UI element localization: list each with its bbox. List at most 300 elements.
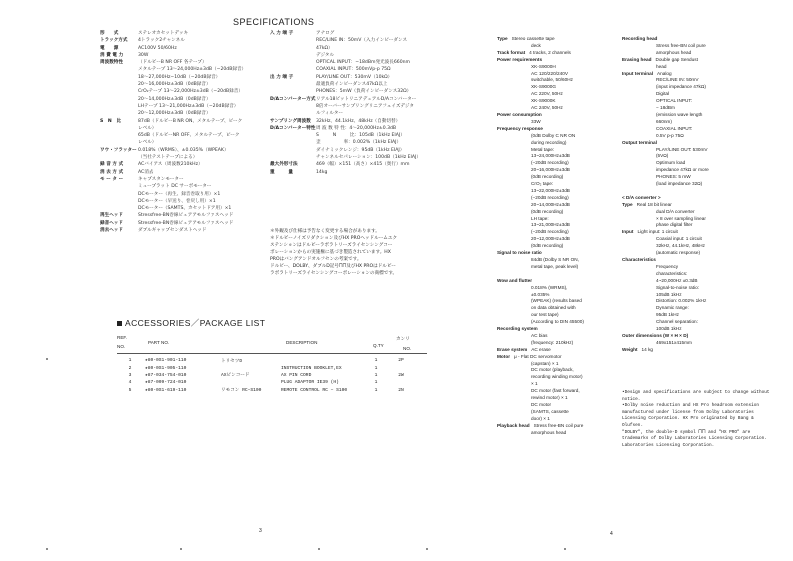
spec-key	[270, 139, 316, 146]
spec-row	[497, 347, 617, 354]
spec-key: Power consumption	[497, 111, 542, 117]
spec-value: ダイナミックレンジ：95dB（1kHz EIAJ）	[316, 147, 405, 153]
en-spec-col2	[622, 36, 772, 354]
spec-row	[497, 167, 617, 174]
spec-row	[100, 74, 250, 81]
spec-row	[497, 160, 617, 167]
spec-row	[100, 118, 250, 125]
spec-row	[497, 298, 617, 305]
spec-row	[100, 161, 250, 168]
spec-row	[497, 326, 617, 333]
spec-value: Coaxial input: 1 circuit	[656, 236, 702, 242]
cell-jp: AXピンコード	[221, 373, 250, 379]
spec-value: Light input: 1 circuit	[637, 229, 678, 235]
spec-key: Type	[497, 36, 508, 41]
spec-value: DC motor	[531, 402, 552, 408]
spec-key: ワウ・フラッター	[100, 147, 137, 153]
spec-key: モ ー タ ー	[100, 176, 124, 182]
spec-value: rewind motor) × 1	[531, 395, 568, 401]
spec-row	[100, 154, 250, 161]
spec-value: characteristics:	[656, 270, 688, 276]
spec-row	[622, 71, 772, 78]
spec-row	[497, 305, 617, 312]
spec-key: トラック方式	[100, 38, 128, 44]
spec-row	[497, 264, 617, 271]
cell-ref: 2	[128, 365, 132, 371]
spec-value: μ - Flat DC servomotor	[514, 353, 562, 359]
cell-part: ★80-0S1-905-110	[145, 365, 187, 371]
spec-row	[497, 181, 617, 188]
spec-row	[100, 52, 250, 59]
spec-key: Frequency response	[497, 125, 543, 131]
spec-row	[622, 126, 772, 133]
spec-row	[497, 112, 617, 119]
spec-key	[100, 66, 138, 73]
spec-key	[100, 88, 138, 95]
spec-row	[622, 264, 772, 271]
cell-jp	[219, 379, 279, 386]
cell-part: ★87-009-724-010	[145, 380, 187, 386]
spec-value: AC 240V, 50Hz	[531, 105, 563, 111]
spec-row	[622, 84, 772, 91]
spec-key: S N 比	[100, 118, 121, 124]
spec-key: Motor	[497, 353, 511, 359]
spec-row	[497, 105, 617, 112]
spec-row	[497, 312, 617, 319]
spec-row	[270, 59, 485, 66]
spec-row	[270, 37, 485, 44]
spec-row	[622, 340, 772, 347]
spec-key: Type	[622, 201, 633, 207]
spec-value: LH tape:	[531, 215, 549, 221]
spec-value: (SAMTS, cassette	[531, 408, 569, 414]
en-spec-col1	[497, 36, 617, 437]
spec-key: 重 量	[270, 169, 293, 175]
spec-row	[497, 126, 617, 133]
col-part-no: PART NO.	[148, 340, 170, 345]
spec-row	[100, 125, 250, 132]
spec-row	[497, 319, 617, 326]
spec-key	[270, 37, 316, 44]
spec-value: Frequency	[656, 263, 679, 269]
note-line: ＊外観及び仕様は予告なく変更する場合があります。	[270, 229, 380, 234]
spec-row	[100, 132, 250, 139]
spec-value: DCモーター（再生、録音巻取り用）×1	[138, 191, 221, 197]
col-kana: カンリ	[396, 336, 410, 341]
note-line: Olufsen.	[622, 422, 644, 428]
spec-value: 47kΩ）	[316, 45, 333, 51]
cell-part: ★80-0S1-901-110	[145, 358, 187, 364]
table-row	[117, 372, 413, 379]
spec-value: CrO₂テープ 13〜22,000Hz±3dB（−20dB録音）	[138, 89, 243, 95]
spec-value: 20~16,000Hz±3dB	[531, 167, 570, 173]
cell-desc: REMOTE CONTROL RC − S100	[281, 387, 348, 393]
spec-value: 65dB（ドルビーNR OFF、メタルテープ、ピーク	[138, 133, 240, 139]
table-row	[117, 357, 413, 364]
accessories-title-text: ACCESSORIES／PACKAGE LIST	[125, 318, 266, 328]
spec-value: (WPEAK) (results based	[531, 298, 582, 304]
note-line: Laboratories Licensing Corporation.	[622, 442, 715, 448]
note-line: notice.	[622, 396, 641, 402]
spec-key: Signal to noise ratio	[497, 250, 542, 256]
spec-value: OPTICAL INPUT:	[656, 98, 693, 104]
spec-key: 消 去 方 式	[100, 169, 124, 175]
spec-row	[270, 139, 485, 146]
spec-value: on data obtained with	[531, 305, 576, 311]
spec-key	[100, 132, 138, 139]
spec-row	[497, 98, 617, 105]
col-description: DESCRIPTION	[286, 340, 318, 345]
spec-row	[622, 91, 772, 98]
cell-part: ★80-0S1-619-110	[145, 387, 187, 393]
spec-row	[497, 64, 617, 71]
spec-value: 20〜14,000Hz±3dB（0dB録音）	[138, 96, 211, 102]
spec-row	[622, 50, 772, 57]
cell-code: 2P	[398, 358, 404, 364]
spec-value: metal tape, peak level)	[531, 263, 579, 269]
spec-row	[622, 188, 772, 195]
spec-row	[100, 45, 250, 52]
spec-row	[100, 66, 250, 73]
spec-value: 最適負荷インピーダンス47kΩ以上	[316, 82, 388, 88]
spec-row	[497, 243, 617, 250]
spec-key: Track format	[497, 49, 526, 55]
spec-key: D/Aコンバーター特性	[270, 125, 316, 131]
spec-value	[497, 271, 531, 278]
table-header-rule	[117, 353, 427, 354]
spec-key	[270, 147, 316, 154]
spec-row	[270, 66, 485, 73]
jp-notes	[270, 228, 490, 277]
spec-value: 0.018%（WRMS）、±0.035%（WPEAK）	[138, 147, 229, 153]
en-notes	[622, 390, 792, 449]
spec-key: Characteristics	[622, 256, 656, 262]
spec-row	[497, 257, 617, 264]
spec-row	[497, 388, 617, 395]
spec-row	[270, 110, 485, 117]
spec-row	[497, 195, 617, 202]
spec-row	[622, 257, 772, 264]
spec-row	[100, 59, 250, 66]
spec-row	[497, 402, 617, 409]
spec-row	[100, 30, 250, 37]
spec-row	[100, 191, 250, 198]
scan-speck	[46, 358, 48, 360]
spec-key	[270, 132, 316, 139]
spec-row	[622, 243, 772, 250]
spec-key: 再生ヘッド	[100, 213, 123, 219]
spec-value: キャプスタンモーター	[138, 176, 184, 182]
spec-key	[100, 183, 138, 190]
cell-qty: 1	[374, 372, 378, 378]
spec-row	[622, 347, 772, 354]
spec-value: head	[656, 63, 667, 69]
spec-row	[622, 216, 772, 223]
spec-row	[270, 81, 485, 88]
note-line: trademarks of Dolby Laboratories Licensing Corporation.	[622, 436, 767, 442]
cell-part: ★87-034-754-010	[145, 372, 187, 378]
spec-value: CrO₂ tape:	[531, 181, 554, 187]
spec-key	[270, 45, 316, 52]
spec-row	[622, 250, 772, 257]
spec-key: 出 力 端 子	[270, 74, 294, 80]
spec-value: Analog	[657, 70, 672, 76]
spec-key: Recording head	[622, 36, 658, 41]
spec-row	[497, 43, 617, 50]
spec-value: AC bias	[531, 332, 548, 338]
spec-value: 32kHz, 44.1kHz, 48kHz	[656, 243, 705, 249]
spec-row	[497, 292, 617, 299]
spec-row	[100, 139, 250, 146]
scan-speck	[318, 548, 320, 550]
spec-row	[497, 71, 617, 78]
bullet-square-icon	[117, 321, 122, 326]
spec-row	[497, 36, 617, 43]
spec-value: 20〜16,000Hz±3dB（0dB録音）	[138, 82, 211, 88]
spec-value: (−20dB recording)	[531, 229, 569, 235]
spec-row	[270, 103, 485, 110]
spec-key	[100, 205, 138, 212]
spec-value: 0.018% (WRMS),	[531, 284, 568, 290]
spec-value: recording winding motor)	[531, 374, 583, 380]
spec-key	[270, 59, 316, 66]
spec-row	[497, 133, 617, 140]
spec-row	[497, 271, 617, 278]
spec-row	[497, 423, 617, 430]
spec-value: 660nm)	[656, 118, 672, 124]
spec-value: DCモーター（SAMTS、カセットドア用）×1	[138, 206, 232, 212]
spec-row	[497, 354, 617, 361]
spec-key	[100, 125, 138, 132]
spec-value: 4トラック2チャンネル	[138, 38, 185, 44]
spec-key: Weight	[622, 346, 638, 352]
cell-code	[389, 379, 413, 386]
spec-value: (automatic response)	[656, 250, 701, 256]
spec-row	[622, 77, 772, 84]
scan-speck	[426, 548, 428, 550]
spec-row	[497, 119, 617, 126]
spec-value: チャンネルセパレーション：100dB（1kHz EIAJ）	[316, 155, 421, 161]
spec-value: 20~14,000Hz±3dB	[531, 201, 570, 207]
spec-value: 84dB (Dolby S NR ON,	[531, 257, 579, 262]
spec-value: (0dB recording)	[531, 208, 564, 214]
cell-jp: リモコン RC−S100	[221, 388, 262, 394]
note-line: ラボラトリーズライセンシングコーポレーションの商標です。	[270, 271, 398, 276]
spec-value: amorphous head	[656, 49, 692, 55]
cell-qty: 1	[374, 380, 378, 386]
spec-key	[100, 110, 138, 117]
spec-value: 13~21,000Hz±3dB	[531, 222, 570, 228]
spec-value: amorphous head	[531, 429, 567, 435]
spec-row	[270, 125, 485, 132]
table-row	[117, 364, 413, 371]
spec-value: dual D/A converter	[656, 208, 695, 214]
cell-code: 2N	[398, 387, 404, 393]
spec-key: Outer dimensions (W × H × D)	[622, 332, 689, 338]
spec-row	[497, 409, 617, 416]
spec-value: impedance 47kΩ or more	[656, 167, 709, 173]
spec-value: (load impedance 32Ω)	[656, 181, 703, 187]
spec-row	[497, 381, 617, 388]
spec-row	[497, 374, 617, 381]
spec-value: （ドルビーB NR OFF 各テープ）	[138, 60, 207, 66]
spec-value: Optimum load	[656, 160, 686, 166]
spec-value: 469（幅）×151（高さ）×415（奥行）mm	[316, 162, 410, 168]
spec-value: (−20dB recording)	[531, 194, 569, 200]
spec-value: × 1	[531, 381, 538, 387]
spec-value: 13~24,000Hz±3dB	[531, 153, 570, 159]
spec-row	[497, 153, 617, 160]
spec-value	[622, 188, 656, 195]
spec-row	[497, 430, 617, 437]
spec-value: (frequency: 210kHz)	[531, 339, 574, 345]
note-line: "DOLBY", the double-D symbol ⨅⨅ and "HX PRO" are	[622, 429, 751, 435]
spec-key: Wow and flutter	[497, 277, 533, 283]
spec-row	[270, 161, 485, 168]
spec-value: (According to DIN 45500)	[531, 319, 584, 325]
spec-key: 消 費 電 力	[100, 52, 124, 58]
spec-value: ±0.035%	[531, 291, 550, 297]
col-kana-no: NO.	[403, 346, 412, 351]
spec-value: 87dB（ドルビーB NR ON、メタルテープ、ピーク	[138, 118, 243, 124]
spec-value: (0dB Dolby C NR ON	[531, 132, 576, 138]
spec-value: ACバイアス（周波数210kHz）	[138, 162, 203, 168]
spec-key: 形 式	[100, 31, 119, 36]
spec-key: D/Aコンバーター方式	[270, 96, 316, 102]
spec-value: DC motor (fast forward,	[531, 388, 580, 394]
spec-value: （当社テストテープによる）	[138, 155, 198, 161]
spec-row	[497, 367, 617, 374]
spec-value: PLAY/LINE OUT：530mV（10kΩ）	[316, 74, 393, 80]
spec-value: 周 波 数 特 性：4〜20,000Hz±0.3dB	[316, 125, 397, 131]
spec-value: Stressfree-BN巻線ピュアアモルファスヘッド	[138, 213, 234, 219]
spec-row	[100, 227, 250, 234]
spec-key: Input terminal	[622, 70, 653, 76]
spec-row	[622, 105, 772, 112]
spec-row	[497, 147, 617, 154]
spec-value: レベル）	[138, 125, 157, 131]
spec-row	[100, 198, 250, 205]
spec-row	[100, 147, 250, 154]
note-line: •Design and specifications are subject to change without	[622, 390, 770, 395]
spec-key: サンプリング周波数	[270, 118, 311, 124]
spec-row	[270, 118, 485, 125]
spec-row	[270, 52, 485, 59]
spec-value: ミュープラット DC サーボモーター	[138, 184, 212, 190]
spec-value: × 8 over sampling linear	[656, 215, 706, 221]
spec-row	[622, 36, 772, 43]
spec-value: Stereo cassette tape	[511, 36, 555, 41]
spec-value: 8倍オーバーサンプリングリニアフェイズデジタ	[316, 103, 414, 109]
spec-value: − 18dBm	[656, 105, 675, 111]
note-line: ドルビー、DOLBY、ダブルD記号⨅⨅及びHX PROはドルビー	[270, 264, 396, 269]
spec-row	[622, 167, 772, 174]
spec-key: 消去ヘッド	[100, 228, 123, 234]
spec-value: PLAY/LINE OUT: 530mV	[656, 146, 708, 152]
spec-row	[497, 50, 617, 57]
spec-value: メタルテープ 13〜24,000Hz±3dB（−20dB録音）	[138, 67, 247, 73]
spec-row	[622, 98, 772, 105]
accessories-table	[117, 357, 413, 394]
spec-row	[497, 84, 617, 91]
spec-key	[100, 96, 138, 103]
spec-value: 95dB 1kHz	[656, 312, 679, 318]
scan-speck	[180, 548, 182, 550]
spec-key	[100, 74, 138, 81]
spec-value: レベル）	[138, 140, 157, 146]
spec-value: (0dB recording)	[531, 174, 564, 180]
spec-row	[497, 278, 617, 285]
spec-row	[622, 229, 772, 236]
spec-value: 32kHz、44.1kHz、48kHz（自動切替）	[316, 118, 401, 124]
spec-key	[100, 198, 138, 205]
spec-value: Stress free-BN coil pure	[656, 42, 706, 48]
spec-row	[622, 202, 772, 209]
spec-value: during recording)	[531, 139, 567, 145]
spec-value: Stress free-BN coil pure	[533, 422, 584, 428]
spec-value: 30W	[138, 52, 149, 58]
spec-row	[497, 395, 617, 402]
table-row	[117, 379, 413, 386]
spec-value: ステレオカセットデッキ	[138, 31, 189, 36]
spec-key	[100, 81, 138, 88]
spec-key	[100, 191, 138, 198]
cell-desc: INSTRUCTION BOOKLET,EX	[281, 365, 342, 371]
spec-key: 最大外形寸法	[270, 162, 298, 168]
spec-row	[622, 285, 772, 292]
spec-row	[497, 416, 617, 423]
spec-row	[100, 183, 250, 190]
cell-qty: 1	[374, 358, 378, 364]
spec-row	[622, 160, 772, 167]
table-row	[117, 387, 413, 394]
cell-ref: 3	[128, 372, 132, 378]
spec-value: Channel separation:	[656, 319, 698, 325]
cell-jp	[219, 364, 279, 371]
spec-value: switchable, 50/60Hz	[531, 77, 573, 83]
spec-row	[100, 212, 250, 219]
spec-value: REC/LINE IN: 50mV	[656, 77, 699, 83]
spec-key	[270, 110, 316, 117]
spec-key: 周波数特性	[100, 60, 123, 66]
spec-row	[622, 153, 772, 160]
spec-row	[100, 103, 250, 110]
spec-row	[270, 147, 485, 154]
spec-value: AC100V 50/60Hz	[138, 45, 177, 51]
spec-value: 14 kg	[641, 346, 654, 352]
spec-key	[100, 103, 138, 110]
spec-key	[100, 154, 138, 161]
page-title: SPECIFICATIONS	[233, 17, 315, 27]
cell-desc: AX PIN CORD	[281, 372, 312, 378]
spec-row	[497, 361, 617, 368]
spec-key: Erase system	[497, 346, 528, 352]
note-line: ポレーションからの実施権に基づき製造されています。HX	[270, 250, 391, 255]
spec-key	[270, 52, 316, 59]
spec-row	[497, 340, 617, 347]
cell-qty: 1	[374, 365, 378, 371]
spec-value: Dynamic range:	[656, 305, 689, 311]
spec-value: AC 120/220/240V	[531, 70, 569, 76]
spec-row	[497, 250, 617, 257]
spec-key: Erasing head	[622, 56, 652, 62]
cell-qty: 1	[374, 387, 378, 393]
spec-row	[622, 195, 772, 202]
cell-ref: 1	[128, 358, 132, 364]
cell-desc: PLUG ADAPTOR IE39 (H)	[281, 380, 339, 386]
spec-row	[622, 140, 772, 147]
spec-key: < D/A converter >	[622, 194, 661, 200]
